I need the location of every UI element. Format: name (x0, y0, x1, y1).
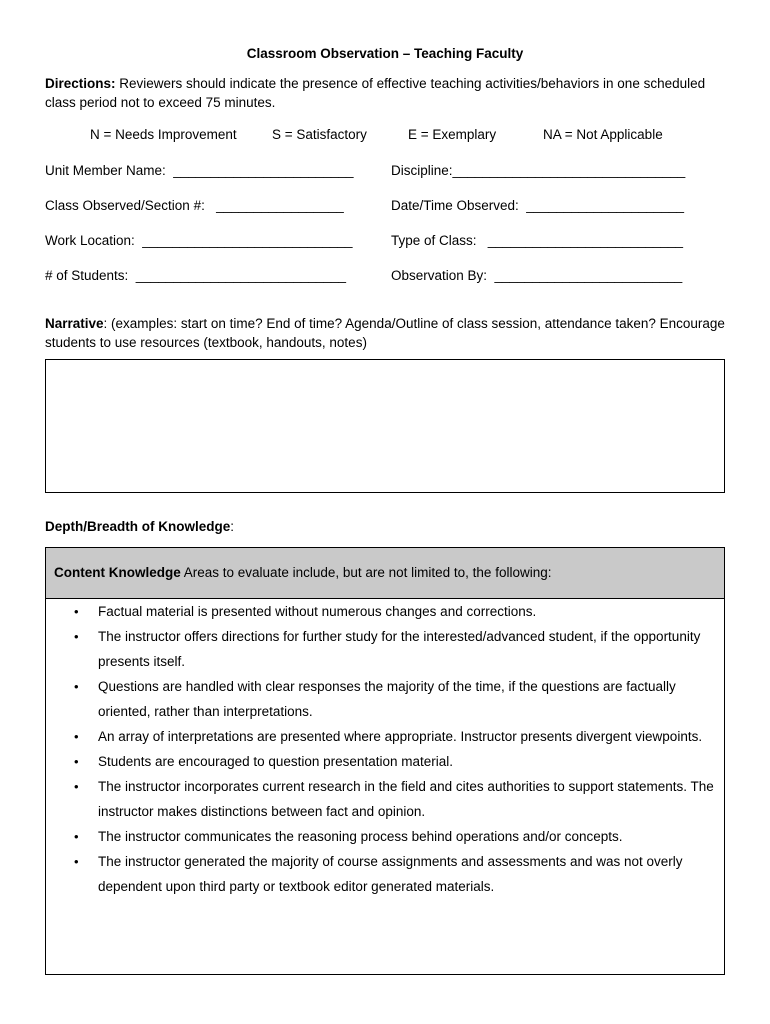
content-knowledge-header-text (54, 565, 551, 580)
work-location-field[interactable]: Work Location: ____________________________ (45, 233, 353, 248)
depth-label: Depth/Breadth of Knowledge (45, 519, 231, 534)
legend-not-applicable: NA = Not Applicable (543, 127, 663, 142)
content-knowledge-text: Areas to evaluate include, but are not limited to, the following: (180, 565, 552, 580)
list-item (46, 724, 724, 749)
narrative-instructions (45, 314, 735, 352)
observation-by-field[interactable]: Observation By: _________________________ (391, 268, 683, 283)
list-item-text: Students are encouraged to question presentation material. (98, 754, 453, 769)
list-item (46, 824, 724, 849)
list-item (46, 849, 724, 899)
directions-text: Reviewers should indicate the presence of effective teaching activities/behaviors in one scheduled class period not to exceed 75 minutes. (45, 76, 706, 110)
bullet-icon: • (74, 604, 79, 619)
type-of-class-field[interactable]: Type of Class: __________________________ (391, 233, 683, 248)
unit-member-name-field[interactable]: Unit Member Name: ________________________ (45, 163, 354, 178)
legend-satisfactory: S = Satisfactory (272, 127, 367, 142)
depth-breadth-heading (45, 519, 234, 534)
bullet-icon: • (74, 829, 79, 844)
bullet-icon: • (74, 679, 79, 694)
content-knowledge-list (46, 599, 724, 899)
legend-needs-improvement: N = Needs Improvement (90, 127, 237, 142)
list-item (46, 749, 724, 774)
list-item-text: The instructor offers directions for further study for the interested/advanced student, if the opportunity presents itself. (98, 629, 701, 669)
content-knowledge-header (46, 548, 724, 599)
list-item-text: An array of interpretations are presented where appropriate. Instructor presents divergent viewpoints. (98, 729, 703, 744)
narrative-box[interactable] (45, 359, 725, 493)
bullet-icon: • (74, 729, 79, 744)
depth-suffix: : (230, 519, 235, 534)
list-item-text: The instructor communicates the reasoning process behind operations and/or concepts. (98, 829, 623, 844)
page-title: Classroom Observation – Teaching Faculty (246, 46, 524, 61)
list-item-text: Questions are handled with clear responses the majority of the time, if the questions are factually oriented, rather than interpretations. (98, 679, 676, 719)
list-item (46, 774, 724, 824)
list-item (46, 624, 724, 674)
bullet-icon: • (74, 779, 79, 794)
list-item (46, 599, 724, 624)
list-item-text: The instructor generated the majority of course assignments and assessments and was not overly dependent upon third party or textbook editor generated materials. (98, 854, 683, 894)
bullet-icon: • (74, 754, 79, 769)
bullet-icon: • (74, 854, 79, 869)
list-item-text: Factual material is presented without numerous changes and corrections. (98, 604, 537, 619)
list-item-text: The instructor incorporates current research in the field and cites authorities to support statements. The instructor makes distinctions between fact and opinion. (98, 779, 714, 819)
content-knowledge-table (45, 547, 725, 975)
num-students-field[interactable]: # of Students: ____________________________ (45, 268, 347, 283)
class-observed-field[interactable]: Class Observed/Section #: _________________ (45, 198, 344, 213)
legend-exemplary: E = Exemplary (408, 127, 497, 142)
date-time-observed-field[interactable]: Date/Time Observed: _____________________ (391, 198, 684, 213)
narrative-text: : (examples: start on time? End of time? Agenda/Outline of class session, attendance taken? Encourage students to use resources (textbook, handouts, notes) (45, 316, 725, 350)
list-item (46, 674, 724, 724)
directions (45, 74, 735, 112)
bullet-icon: • (74, 629, 79, 644)
narrative-label: Narrative (45, 316, 104, 331)
discipline-field[interactable]: Discipline:_______________________________ (391, 163, 686, 178)
content-knowledge-label: Content Knowledge (54, 565, 181, 580)
directions-label: Directions: (45, 76, 116, 91)
